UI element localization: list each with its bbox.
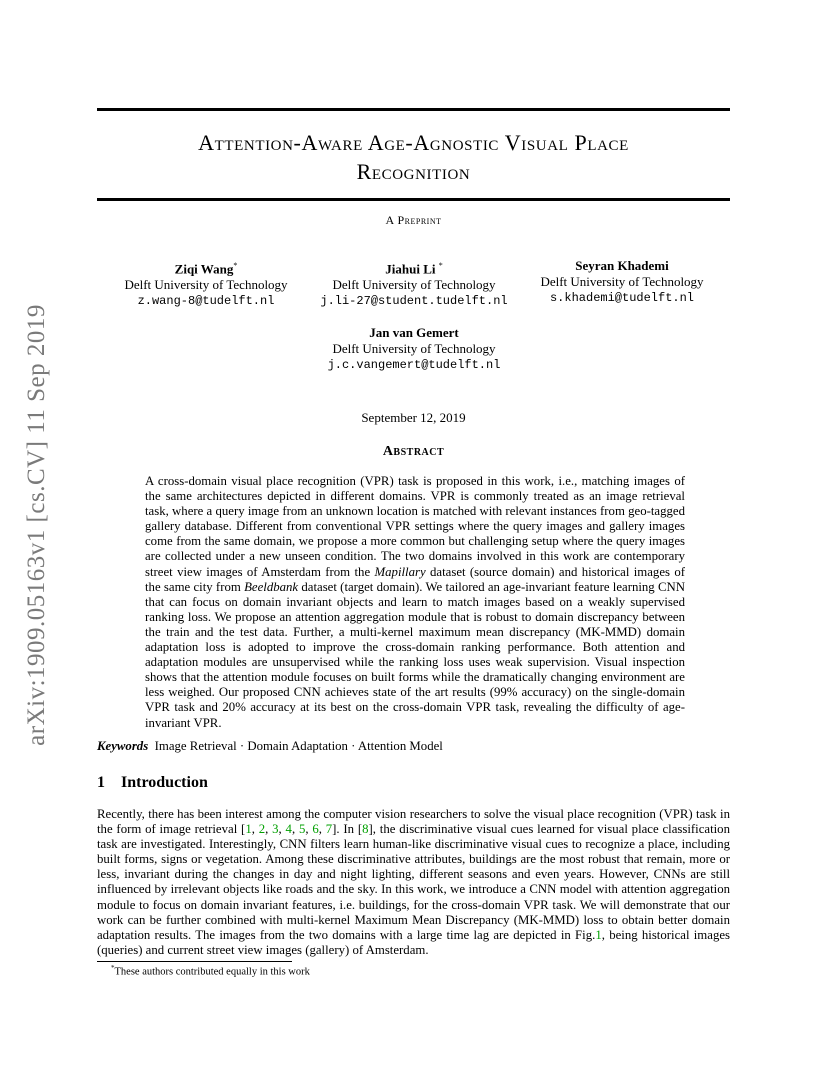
author-affiliation: Delft University of Technology xyxy=(332,341,496,356)
abstract-heading: Abstract xyxy=(382,444,445,459)
author-email: s.khademi@tudelft.nl xyxy=(549,291,695,305)
title-top-rule xyxy=(97,108,730,111)
citation-link[interactable]: 7 xyxy=(325,822,333,837)
author-name: Seyran Khademi xyxy=(575,258,669,273)
figure-link[interactable]: 1 xyxy=(595,927,602,942)
author-block-4 xyxy=(309,325,519,373)
abstract-body: A cross-domain visual place recognition (VPR) task is proposed in this work, i.e., matching images of the same architectures depicted in different domains. VPR is commonly treated as an image retrieval task, where a query image from an unknown location is matched with relevant instances from geo-tagged gallery database. Different from conventional VPR settings where the query images and gallery images come from the same domain, we propose a more common but challenging setup where the query images are collected under a new unseen condition. The two domains involved in this work are contemporary street view images of Amsterdam from the Mapillary dataset (source domain) and historical images of the same city from Beeldbank dataset (target domain). We tailored an age-invariant feature learning CNN that can focus on domain invariant objects and learn to match images based on a weakly supervised ranking loss. We propose an attention aggregation module that is robust to domain discrepancy between the train and the test data. Further, a multi-kernel maximum mean discrepancy (MK-MMD) domain adaptation loss is adopted to improve the cross-domain ranking performance. Both attention and adaptation modules are unsupervised while the ranking loss uses weak supervision. Visual inspection shows that the attention module focuses on built forms while the dramatically changing environment are less weighed. Our proposed CNN achieves state of the art results (99% accuracy) on the single-domain VPR task and 20% accuracy at its best on the cross-domain VPR task, revealing the difficulty of age-invariant VPR. xyxy=(145,474,686,730)
introduction-paragraph: Recently, there has been interest among the computer vision researchers to solve the visual place recognition (VPR) task in the form of image retrieval [1, 2, 3, 4, 5, 6, 7]. In [8], the discriminative visual cues learned for visual place classification task are investigated. Interestingly, CNN filters learn human-like discriminative visual cues to recognize a place, including built forms, signs or vegetation. Among these discriminative attributes, buildings are the most robust that remain, more or less, invariant during the changes in day and night lighting, different seasons and even years. However, CNNs are still influenced by irrelevant objects like roads and the sky. In this work, we introduce a CNN model with attention aggregation module to focus on domain invariant features, i.e. buildings, for the cross-domain VPR task. We will demonstrate that our work can be further combined with multi-kernel Maximum Mean Discrepancy (MK-MMD) loss to obtain better domain adaptation results. The images from the two domains with a large time lag are depicted in Fig.1, being historical images (queries) and current street view images (gallery) of Amsterdam. xyxy=(97,807,730,957)
footnote-rule xyxy=(97,961,292,962)
paper-title xyxy=(97,128,730,186)
author-block-3 xyxy=(517,258,727,306)
section-title: Introduction xyxy=(121,774,208,791)
arxiv-identifier: arXiv:1909.05163v1 [cs.CV] 11 Sep 2019 xyxy=(23,304,50,746)
author-block-1 xyxy=(101,258,311,309)
author-email: z.wang-8@tudelft.nl xyxy=(137,294,275,309)
citation-link[interactable]: 4 xyxy=(285,822,292,837)
section-heading xyxy=(97,774,208,792)
keywords-label: Keywords xyxy=(97,739,149,753)
author-affiliation: Delft University of Technology xyxy=(124,277,288,293)
author-name: Ziqi Wang* xyxy=(174,261,238,277)
title-line-2: Recognition xyxy=(356,159,471,184)
title-bottom-rule xyxy=(97,198,730,201)
section-number: 1 xyxy=(97,774,105,791)
publication-date: September 12, 2019 xyxy=(361,410,466,425)
author-name: Jan van Gemert xyxy=(369,325,459,340)
footnote: *These authors contributed equally in this work xyxy=(111,964,310,978)
preprint-label: A Preprint xyxy=(385,213,442,227)
author-email: j.c.vangemert@tudelft.nl xyxy=(327,358,501,372)
author-name: Jiahui Li * xyxy=(385,261,443,277)
keywords-line xyxy=(97,739,443,754)
title-line-1: Attention-Aware Age-Agnostic Visual Place xyxy=(198,130,629,155)
citation-link[interactable]: 8 xyxy=(362,822,369,837)
author-affiliation: Delft University of Technology xyxy=(332,277,496,293)
citation-link[interactable]: 1 xyxy=(245,822,252,837)
author-affiliation: Delft University of Technology xyxy=(540,274,704,289)
arxiv-sidebar xyxy=(22,286,52,764)
citation-link[interactable]: 6 xyxy=(312,822,319,837)
keywords-list: Image Retrieval · Domain Adaptation · Attention Model xyxy=(154,739,443,753)
author-block-2 xyxy=(309,258,519,309)
citation-link[interactable]: 5 xyxy=(298,822,306,837)
citation-link[interactable]: 2 xyxy=(258,822,266,837)
author-email: j.li-27@student.tudelft.nl xyxy=(320,294,508,309)
citation-link[interactable]: 3 xyxy=(272,822,279,837)
